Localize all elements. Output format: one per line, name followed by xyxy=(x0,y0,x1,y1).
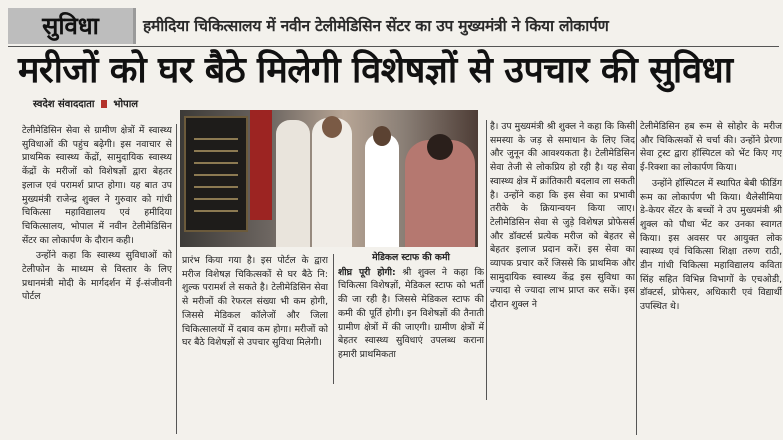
red-curtain xyxy=(250,110,272,220)
paragraph-text: श्री शुक्ल ने कहा कि चिकित्सा विशेषज्ञों, मेडिकल स्टाफ को भर्ती की जा रही है। जिससे मेडिकल स्टाफ की कमी की पूर्ति होगी। इन विशेषज्ञों की तैनाती ग्रामीण क्षेत्रों में की जाएगी। ग्रामीण क्षेत्रों में बेहतर स्वास्थ्य सुविधाएं उपलब्ध कराना हमारी प्राथमिकता xyxy=(338,266,484,360)
byline-marker xyxy=(101,100,107,108)
box-heading: मेडिकल स्टाफ की कमी xyxy=(372,252,450,263)
article-column-5 xyxy=(490,120,635,400)
person xyxy=(365,134,399,247)
main-headline: मरीजों को घर बैठे मिलेगी विशेषज्ञों से उपचार की सुविधा xyxy=(18,50,733,91)
paragraph: है। उप मुख्यमंत्री श्री शुक्ल ने कहा कि किसी समस्या के जड़ से समाधान के लिए जिद और जुनून की आवश्यकता है। टेलीमेडिसिन सेवा तेजी से लोकप्रिय हो रही है। यह सेवा स्वास्थ्य क्षेत्र में क्रांतिकारी बदलाव ला सकती है। उन्होंने कहा कि इस सेवा का प्रभावी तरीके के क्रियान्वयन किया जाए। टेलीमेडिसिन सेवा से जुड़े विशेषज्ञ प्रोफेसर्स और डॉक्टर्स प्रत्येक मरीज को बेहतर से बेहतर इलाज प्रदान करें। इस सेवा का व्यापक प्रचार करें जिससे कि प्राथमिक और सामुदायिक स्वास्थ्य केंद्र इस सुविधा का ज्यादा से ज्यादा लाभ प्राप्त कर सकें। इस दौरान शुक्ल ने xyxy=(490,121,635,311)
article-column-4 xyxy=(338,251,484,386)
paragraph xyxy=(338,266,484,362)
article-column-1 xyxy=(22,124,172,434)
person xyxy=(405,140,475,247)
byline xyxy=(33,98,138,112)
byline-place: भोपाल xyxy=(113,99,139,110)
article-column-6 xyxy=(640,120,782,435)
kicker-headline: हमीदिया चिकित्सालय में नवीन टेलीमेडिसिन सेंटर का उप मुख्यमंत्री ने किया लोकार्पण xyxy=(143,17,609,35)
person xyxy=(312,118,352,247)
column-divider xyxy=(333,254,334,384)
paragraph: टेलीमेडिसिन हब रूम से सोहोर के मरीज और चिकित्सकों से चर्चा की। उन्होंने प्रेरणा सेवा ट्रस्ट द्वारा हॉस्पिटल को भेंट किए गए ई-रिक्शा का लोकार्पण किया। xyxy=(640,121,782,174)
inauguration-plaque xyxy=(184,116,248,232)
subhead: शीघ्र पूरी होगी: xyxy=(338,266,396,278)
news-photo xyxy=(180,110,478,247)
article-column-3 xyxy=(182,254,328,384)
column-divider xyxy=(486,120,487,400)
paragraph: टेलीमेडिसिन सेवा से ग्रामीण क्षेत्रों में स्वास्थ्य सुविधाओं की पहुंच बढ़ेगी। इस नवाचार से प्राथमिक स्वास्थ्य केंद्रों, सामुदायिक स्वास्थ्य केंद्रों के मरीजों को विशेषज्ञों द्वारा बेहतर इलाज एवं परामर्श प्राप्त होगा। यह बात उप मुख्यमंत्री राजेन्द्र शुक्ल ने गुरुवार को गांधी चिकित्सा महाविद्यालय एवं हमीदिया चिकित्सालय, भोपाल में नवीन टेलीमेडिसिन सेंटर का लोकार्पण के दौरान कही। xyxy=(22,125,172,246)
paragraph: प्रारंभ किया गया है। इस पोर्टल के द्वारा मरीज विशेषज्ञ चिकित्सकों से घर बैठे नि: शुल्क परामर्श ले सकते है। टेलीमेडिसिन सेवा से मरीजों की रेफरल संख्या भी कम होगी, जिससे मेडिकल कॉलेजों और जिला चिकित्सालयों में दबाव कम होगा। मरीजों को घर बैठे विशेषज्ञों से उपचार सुविधा मिलेगी। xyxy=(182,255,328,349)
byline-reporter: स्वदेश संवाददाता xyxy=(33,99,95,110)
column-divider xyxy=(636,120,637,435)
column-divider xyxy=(176,124,177,434)
section-tag: सुविधा xyxy=(8,8,136,44)
paragraph: उन्होंने कहा कि स्वास्थ्य सुविधाओं को टेलीफोन के माध्यम से विस्तार के लिए प्रधानमंत्री मोदी के मार्गदर्शन में ई-संजीवनी पोर्टल xyxy=(22,250,172,303)
paragraph: उन्होंने हॉस्पिटल में स्थापित बेबी फीडिंग रूम का लोकार्पण भी किया। थैलेसीमिया डे-केयर सेंटर के बच्चों ने उप मुख्यमंत्री श्री शुक्ल को पौधा भेंट कर उनका स्वागत किया। इस अवसर पर आयुक्त लोक स्वास्थ्य एवं चिकित्सा शिक्षा तरुण राठी, डीन गांधी चिकित्सा महाविद्यालय कविता सिंह सहित विभिन्न विभागों के एचओडी, डॉक्टर्स, प्रोफेसर, अधिकारी एवं विद्यार्थी उपस्थित थे। xyxy=(640,177,782,313)
person xyxy=(276,120,310,247)
